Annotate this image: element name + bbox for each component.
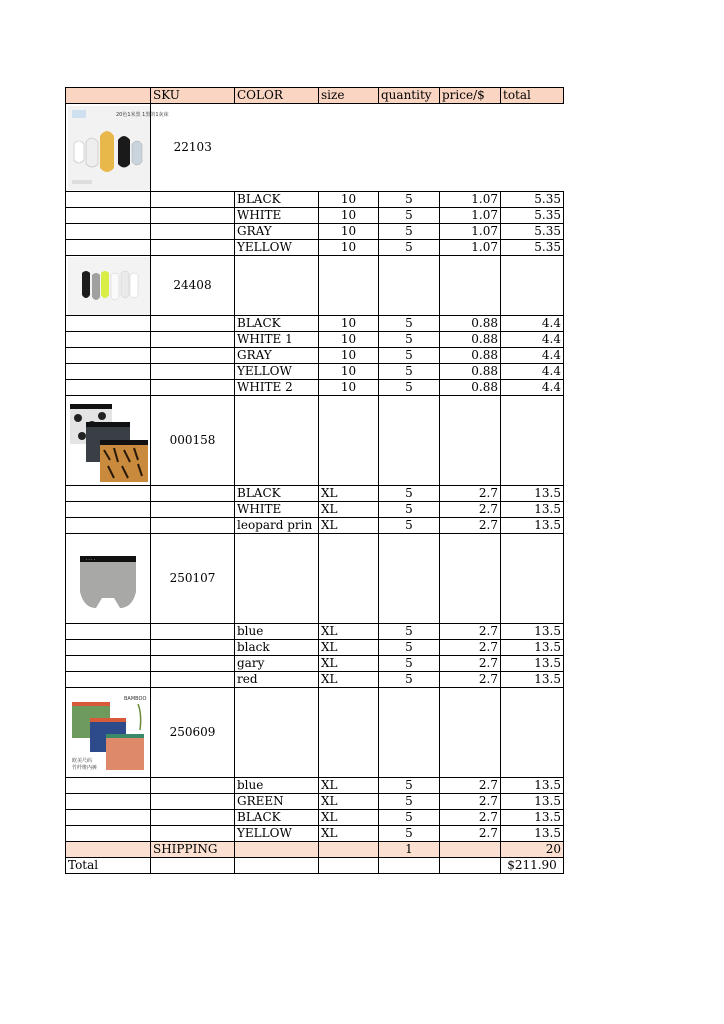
line-item-row: [66, 672, 564, 688]
size-cell: 10: [319, 364, 379, 380]
product-image: [66, 688, 151, 778]
quantity-cell: 5: [379, 364, 440, 380]
empty-cell: [379, 534, 440, 624]
empty-cell: [319, 104, 379, 192]
header-sku: SKU: [151, 88, 235, 104]
empty-cell: [151, 348, 235, 364]
empty-cell: [440, 256, 501, 316]
total-cell: 4.4: [501, 380, 564, 396]
size-cell: 10: [319, 224, 379, 240]
empty-cell: [66, 826, 151, 842]
empty-cell: [66, 640, 151, 656]
color-cell: red: [235, 672, 319, 688]
product-image-graphic: [68, 690, 150, 776]
color-cell: gary: [235, 656, 319, 672]
empty-cell: [379, 858, 440, 874]
sku-cell: 22103: [151, 104, 235, 192]
empty-cell: [66, 332, 151, 348]
quantity-cell: 5: [379, 810, 440, 826]
size-cell: 10: [319, 332, 379, 348]
color-cell: BLACK: [235, 486, 319, 502]
empty-cell: [66, 502, 151, 518]
order-table: [65, 87, 564, 874]
price-cell: 1.07: [440, 240, 501, 256]
empty-cell: [66, 810, 151, 826]
quantity-cell: 5: [379, 380, 440, 396]
header-color: COLOR: [235, 88, 319, 104]
header-size: size: [319, 88, 379, 104]
total-cell: 13.5: [501, 672, 564, 688]
empty-cell: [66, 842, 151, 858]
line-item-row: [66, 656, 564, 672]
empty-cell: [66, 316, 151, 332]
empty-cell: [151, 224, 235, 240]
header-total: total: [501, 88, 564, 104]
empty-cell: [151, 858, 235, 874]
total-cell: 13.5: [501, 810, 564, 826]
empty-cell: [66, 348, 151, 364]
total-cell: 13.5: [501, 486, 564, 502]
total-cell: 13.5: [501, 656, 564, 672]
product-image: [66, 256, 151, 316]
color-cell: GREEN: [235, 794, 319, 810]
grand-total-row: [66, 858, 564, 874]
line-item-row: [66, 192, 564, 208]
empty-cell: [319, 688, 379, 778]
empty-cell: [379, 256, 440, 316]
price-cell: 1.07: [440, 208, 501, 224]
line-item-row: [66, 794, 564, 810]
empty-cell: [151, 518, 235, 534]
price-cell: 1.07: [440, 192, 501, 208]
color-cell: YELLOW: [235, 240, 319, 256]
empty-cell: [66, 778, 151, 794]
product-image: [66, 534, 151, 624]
empty-cell: [440, 688, 501, 778]
empty-cell: [66, 624, 151, 640]
size-cell: 10: [319, 208, 379, 224]
empty-cell: [379, 396, 440, 486]
size-cell: 10: [319, 380, 379, 396]
size-cell: XL: [319, 672, 379, 688]
product-image-graphic: [68, 257, 150, 315]
product-row: [66, 256, 564, 316]
empty-cell: [379, 104, 440, 192]
total-cell: 5.35: [501, 192, 564, 208]
line-item-row: [66, 208, 564, 224]
empty-cell: [66, 364, 151, 380]
price-cell: 1.07: [440, 224, 501, 240]
color-cell: WHITE: [235, 208, 319, 224]
empty-cell: [151, 502, 235, 518]
size-cell: XL: [319, 656, 379, 672]
size-cell: 10: [319, 240, 379, 256]
empty-cell: [66, 672, 151, 688]
empty-cell: [501, 688, 564, 778]
empty-cell: [235, 256, 319, 316]
quantity-cell: 5: [379, 794, 440, 810]
empty-cell: [66, 208, 151, 224]
product-image-graphic: [68, 106, 169, 190]
empty-cell: [319, 842, 379, 858]
empty-cell: [151, 364, 235, 380]
size-cell: 10: [319, 348, 379, 364]
size-cell: 10: [319, 316, 379, 332]
empty-cell: [151, 640, 235, 656]
color-cell: BLACK: [235, 192, 319, 208]
empty-cell: [440, 396, 501, 486]
empty-cell: [151, 486, 235, 502]
size-cell: XL: [319, 794, 379, 810]
empty-cell: [66, 656, 151, 672]
line-item-row: [66, 224, 564, 240]
svg-text:20色1米黑 1黑的1灰袜: 20色1米黑 1黑的1灰袜: [116, 111, 169, 118]
product-row: [66, 396, 564, 486]
empty-cell: [440, 534, 501, 624]
product-image-graphic: [68, 536, 150, 622]
empty-cell: [151, 778, 235, 794]
empty-cell: [440, 104, 501, 192]
quantity-cell: 5: [379, 486, 440, 502]
empty-cell: [501, 256, 564, 316]
empty-cell: [319, 534, 379, 624]
size-cell: XL: [319, 640, 379, 656]
total-cell: 13.5: [501, 624, 564, 640]
line-item-row: [66, 518, 564, 534]
product-row: [66, 104, 564, 192]
size-cell: 10: [319, 192, 379, 208]
empty-cell: [235, 534, 319, 624]
total-cell: 4.4: [501, 332, 564, 348]
empty-cell: [501, 396, 564, 486]
empty-cell: [151, 332, 235, 348]
grand-total-label: Total: [66, 858, 151, 874]
empty-cell: [151, 810, 235, 826]
line-item-row: [66, 778, 564, 794]
total-cell: 5.35: [501, 240, 564, 256]
line-item-row: [66, 486, 564, 502]
empty-cell: [151, 656, 235, 672]
empty-cell: [235, 104, 319, 192]
price-cell: 2.7: [440, 672, 501, 688]
empty-cell: [235, 396, 319, 486]
empty-cell: [151, 380, 235, 396]
empty-cell: [151, 316, 235, 332]
total-cell: 4.4: [501, 316, 564, 332]
svg-text:BAMBOO: BAMBOO: [124, 695, 147, 702]
header-price: price/$: [440, 88, 501, 104]
price-cell: 2.7: [440, 794, 501, 810]
quantity-cell: 5: [379, 656, 440, 672]
shipping-row: [66, 842, 564, 858]
empty-cell: [440, 842, 501, 858]
shipping-total: 20: [501, 842, 564, 858]
total-cell: 13.5: [501, 794, 564, 810]
empty-cell: [66, 518, 151, 534]
price-cell: 2.7: [440, 778, 501, 794]
sku-cell: 250107: [151, 534, 235, 624]
price-cell: 0.88: [440, 332, 501, 348]
quantity-cell: 5: [379, 240, 440, 256]
color-cell: blue: [235, 624, 319, 640]
price-cell: 2.7: [440, 624, 501, 640]
size-cell: XL: [319, 624, 379, 640]
size-cell: XL: [319, 810, 379, 826]
empty-cell: [501, 534, 564, 624]
sku-cell: 24408: [151, 256, 235, 316]
product-row: [66, 534, 564, 624]
price-cell: 0.88: [440, 380, 501, 396]
empty-cell: [151, 192, 235, 208]
quantity-cell: 5: [379, 826, 440, 842]
color-cell: GRAY: [235, 224, 319, 240]
empty-cell: [319, 858, 379, 874]
line-item-row: [66, 380, 564, 396]
empty-cell: [319, 256, 379, 316]
line-item-row: [66, 810, 564, 826]
quantity-cell: 5: [379, 348, 440, 364]
line-item-row: [66, 624, 564, 640]
quantity-cell: 5: [379, 640, 440, 656]
svg-text:竹纤维内裤: 竹纤维内裤: [72, 764, 98, 771]
quantity-cell: 5: [379, 502, 440, 518]
quantity-cell: 5: [379, 624, 440, 640]
empty-cell: [151, 826, 235, 842]
quantity-cell: 5: [379, 192, 440, 208]
total-cell: 13.5: [501, 826, 564, 842]
price-cell: 2.7: [440, 518, 501, 534]
line-item-row: [66, 826, 564, 842]
color-cell: YELLOW: [235, 364, 319, 380]
empty-cell: [66, 794, 151, 810]
price-cell: 0.88: [440, 364, 501, 380]
product-image: [66, 104, 169, 192]
line-item-row: [66, 240, 564, 256]
line-item-row: [66, 316, 564, 332]
product-image: [66, 396, 151, 486]
size-cell: XL: [319, 502, 379, 518]
total-cell: 4.4: [501, 364, 564, 380]
empty-cell: [66, 224, 151, 240]
color-cell: WHITE 1: [235, 332, 319, 348]
price-cell: 2.7: [440, 656, 501, 672]
size-cell: XL: [319, 826, 379, 842]
quantity-cell: 5: [379, 332, 440, 348]
grand-total-value: $211.90: [501, 858, 564, 874]
color-cell: YELLOW: [235, 826, 319, 842]
empty-cell: [151, 794, 235, 810]
total-cell: 4.4: [501, 348, 564, 364]
empty-cell: [319, 396, 379, 486]
line-item-row: [66, 502, 564, 518]
price-cell: 2.7: [440, 810, 501, 826]
empty-cell: [235, 842, 319, 858]
empty-cell: [66, 486, 151, 502]
header-row: [66, 88, 564, 104]
empty-cell: [151, 208, 235, 224]
size-cell: XL: [319, 486, 379, 502]
price-cell: 0.88: [440, 348, 501, 364]
empty-cell: [151, 240, 235, 256]
price-cell: 0.88: [440, 316, 501, 332]
total-cell: 13.5: [501, 518, 564, 534]
color-cell: black: [235, 640, 319, 656]
header-quantity: quantity: [379, 88, 440, 104]
product-row: [66, 688, 564, 778]
price-cell: 2.7: [440, 640, 501, 656]
svg-text:欧美尺码: 欧美尺码: [72, 757, 93, 764]
product-image-graphic: [68, 398, 150, 484]
total-cell: 13.5: [501, 640, 564, 656]
line-item-row: [66, 364, 564, 380]
empty-cell: [379, 688, 440, 778]
price-cell: 2.7: [440, 502, 501, 518]
empty-cell: [235, 858, 319, 874]
price-cell: 2.7: [440, 826, 501, 842]
color-cell: WHITE 2: [235, 380, 319, 396]
empty-cell: [66, 240, 151, 256]
empty-cell: [66, 380, 151, 396]
empty-cell: [151, 624, 235, 640]
total-cell: 5.35: [501, 224, 564, 240]
shipping-label: SHIPPING: [151, 842, 235, 858]
sku-cell: 250609: [151, 688, 235, 778]
total-cell: 5.35: [501, 208, 564, 224]
line-item-row: [66, 332, 564, 348]
color-cell: BLACK: [235, 810, 319, 826]
total-cell: 13.5: [501, 502, 564, 518]
size-cell: XL: [319, 518, 379, 534]
empty-cell: [151, 672, 235, 688]
color-cell: GRAY: [235, 348, 319, 364]
color-cell: blue: [235, 778, 319, 794]
quantity-cell: 5: [379, 224, 440, 240]
price-cell: 2.7: [440, 486, 501, 502]
quantity-cell: 5: [379, 208, 440, 224]
quantity-cell: 5: [379, 778, 440, 794]
line-item-row: [66, 348, 564, 364]
sku-cell: 000158: [151, 396, 235, 486]
size-cell: XL: [319, 778, 379, 794]
quantity-cell: 5: [379, 672, 440, 688]
empty-cell: [235, 688, 319, 778]
empty-cell: [501, 104, 564, 192]
header-image: [66, 88, 151, 104]
color-cell: leopard prin: [235, 518, 319, 534]
line-item-row: [66, 640, 564, 656]
shipping-quantity: 1: [379, 842, 440, 858]
empty-cell: [66, 192, 151, 208]
svg-text:· · · ·: · · · ·: [86, 556, 95, 562]
quantity-cell: 5: [379, 316, 440, 332]
color-cell: BLACK: [235, 316, 319, 332]
color-cell: WHITE: [235, 502, 319, 518]
total-cell: 13.5: [501, 778, 564, 794]
quantity-cell: 5: [379, 518, 440, 534]
empty-cell: [440, 858, 501, 874]
